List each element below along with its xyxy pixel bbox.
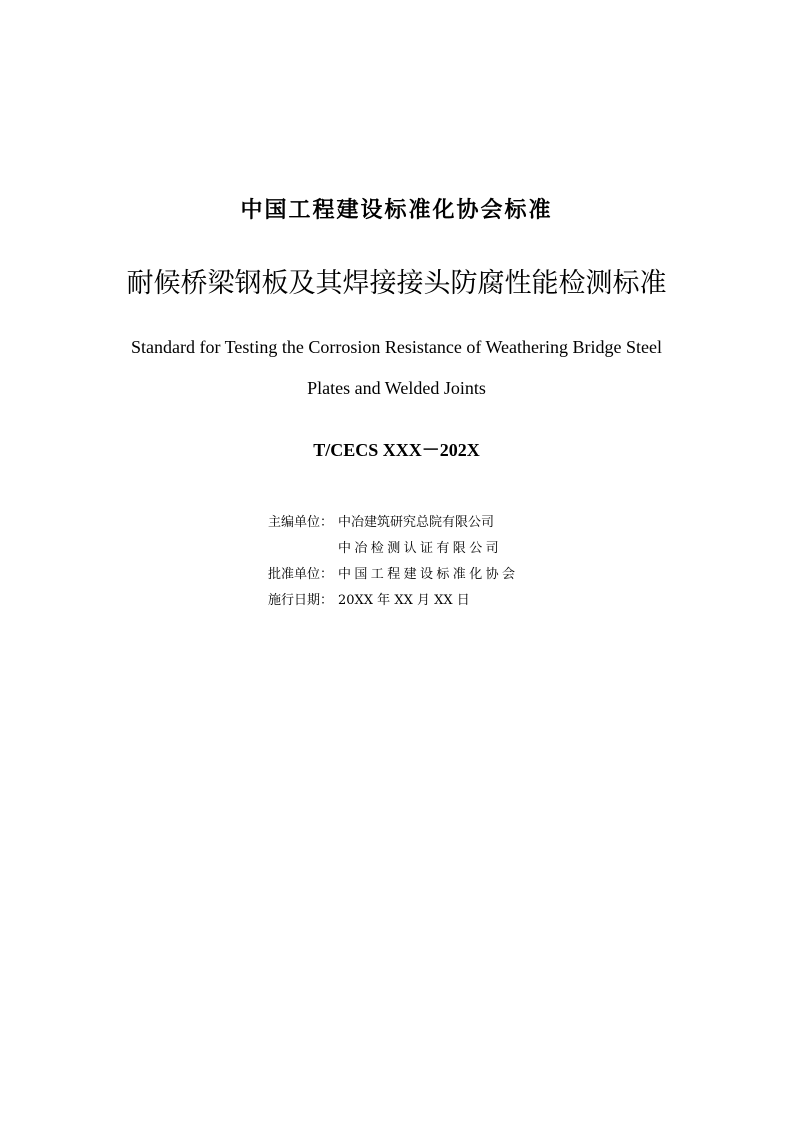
chief-editor-label: 主编单位： bbox=[268, 515, 334, 530]
standard-code: T/CECS XXX－202X bbox=[313, 440, 480, 460]
effective-date-value: 20XX 年 XX 月 XX 日 bbox=[338, 593, 470, 608]
chief-editor-row bbox=[268, 513, 568, 539]
effective-date-row bbox=[268, 591, 568, 617]
approval-value: 中国工程建设标准化协会 bbox=[338, 567, 519, 582]
info-block bbox=[268, 513, 568, 617]
chinese-standard-title: 耐候桥梁钢板及其焊接接头防腐性能检测标准 bbox=[126, 268, 667, 299]
effective-date-label: 施行日期： bbox=[268, 593, 334, 608]
approval-label: 批准单位： bbox=[268, 567, 334, 582]
chief-editor-value-1: 中冶建筑研究总院有限公司 bbox=[338, 515, 495, 530]
chief-editor-value-2: 中冶检测认证有限公司 bbox=[338, 541, 503, 556]
chief-editor-row-2 bbox=[268, 539, 568, 565]
organization-title: 中国工程建设标准化协会标准 bbox=[240, 198, 553, 223]
english-title-line-1: Standard for Testing the Corrosion Resistance of Weathering Bridge Steel bbox=[130, 337, 662, 357]
approval-row bbox=[268, 565, 568, 591]
info-label-spacer bbox=[268, 539, 338, 565]
english-title-line-2: Plates and Welded Joints bbox=[307, 378, 486, 398]
